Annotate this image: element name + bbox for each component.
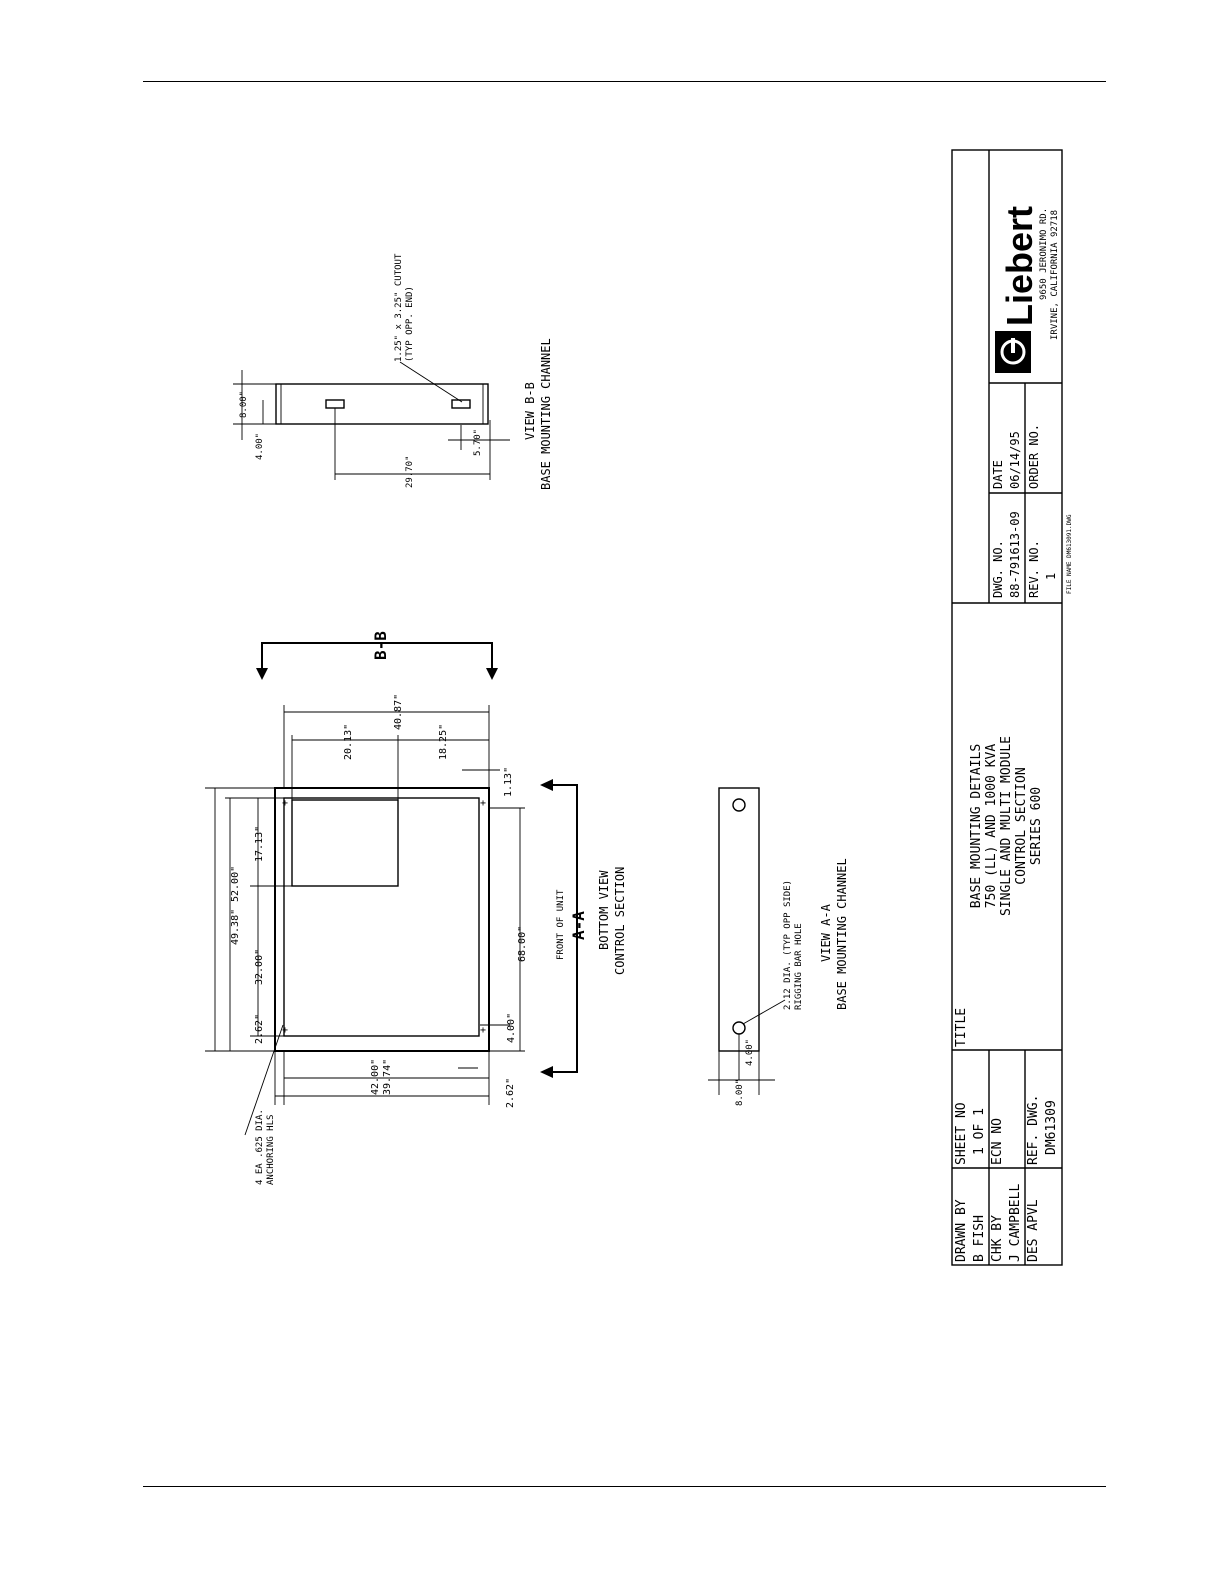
dim-39-74: 39.74" <box>382 1058 393 1095</box>
dim-1-13: 1.13" <box>503 766 514 797</box>
view-bb-caption-1: VIEW B-B <box>523 382 537 440</box>
anchor-hole-mark: + <box>282 798 289 809</box>
view-aa <box>708 788 849 1106</box>
cutout-note-2: (TYP OPP. END) <box>405 286 415 362</box>
company-name: Liebert <box>999 205 1040 326</box>
dim-52: 52.00" <box>230 865 241 902</box>
hole-note-2: RIGGING BAR HOLE <box>794 923 804 1010</box>
des-apvl-label: DES APVL <box>1026 1199 1041 1262</box>
rigging-leader <box>743 1000 785 1024</box>
title-line-5: SERIES 600 <box>1029 786 1044 866</box>
chk-by-value: J CAMPBELL <box>1008 1183 1023 1262</box>
ref-dwg-value: DM61309 <box>1044 1100 1059 1155</box>
rev-no-value: 1 <box>1044 572 1058 580</box>
anchor-hole-mark: + <box>480 1025 487 1036</box>
order-no-label: ORDER NO. <box>1027 423 1041 489</box>
address-line-1: 9650 JERONIMO RD. <box>1039 207 1049 300</box>
cutout-opening <box>292 800 398 886</box>
dwg-no-label: DWG. NO. <box>991 540 1005 598</box>
unit-outline <box>275 788 489 1051</box>
date-value: 06/14/95 <box>1008 431 1022 489</box>
anchor-note-2: ANCHORING HLS <box>266 1114 276 1185</box>
hole-note-1: 2.12 DIA. (TYP OPP SIDE) <box>783 879 793 1010</box>
title-line-1: BASE MOUNTING DETAILS <box>969 743 984 909</box>
file-name: FILE NAME DM613091.DWG <box>1066 514 1073 594</box>
dim-2-62-bottom: 2.62" <box>505 1077 516 1108</box>
aa-dim-4-00: 4.00" <box>745 1038 755 1066</box>
bb-dim-8-00: 8.00" <box>239 390 249 418</box>
dim-42-00: 42.00" <box>370 1058 381 1095</box>
channel-bb-outline <box>276 384 488 424</box>
cutout-leader <box>400 362 462 402</box>
inner-base-outline <box>284 798 479 1036</box>
title-line-4: CONTROL SECTION <box>1014 767 1029 885</box>
bottom-view-caption-2: CONTROL SECTION <box>613 866 627 975</box>
sheet-no-value: 1 OF 1 <box>972 1108 987 1155</box>
cutout-note-1: 1.25" x 3.25" CUTOUT <box>394 253 404 362</box>
title-label: TITLE <box>954 1007 969 1047</box>
rev-no-label: REV. NO. <box>1027 540 1041 598</box>
front-of-unit: FRONT OF UNIT <box>556 889 566 960</box>
anchor-note-1: 4 EA .625 DIA. <box>255 1109 265 1185</box>
cutout-1 <box>326 400 344 408</box>
view-bb <box>233 253 553 490</box>
view-aa-caption-1: VIEW A-A <box>819 904 833 962</box>
dim-68-00: 68.00" <box>517 925 528 962</box>
dim-4-00: 4.00" <box>506 1012 517 1043</box>
rigging-hole-1 <box>733 799 745 811</box>
sheet-no-label: SHEET NO <box>954 1102 969 1165</box>
dim-17-13: 17.13" <box>254 825 265 862</box>
title-line-2: 750 (LL) AND 1000 KVA <box>984 743 999 909</box>
anchor-hole-mark: + <box>282 1025 289 1036</box>
dim-32-00: 32.00" <box>254 948 265 985</box>
bb-dim-4-00: 4.00" <box>255 432 265 460</box>
bb-dim-5-70: 5.70" <box>473 428 483 456</box>
anchor-hole-mark: + <box>480 798 487 809</box>
section-bb-label: B-B <box>371 631 390 660</box>
drawn-by-value: B FISH <box>972 1215 987 1262</box>
date-label: DATE <box>991 460 1005 489</box>
view-bb-caption-2: BASE MOUNTING CHANNEL <box>539 338 553 490</box>
dim-49-38: 49.38" <box>230 908 241 945</box>
aa-dim-8-00: 8.00" <box>735 1078 745 1106</box>
address-line-2: IRVINE, CALIFORNIA 92718 <box>1050 209 1060 340</box>
channel-aa-outline <box>719 788 759 1051</box>
ecn-no-label: ECN NO <box>990 1118 1005 1165</box>
ref-dwg-label: REF. DWG. <box>1026 1094 1041 1165</box>
bottom-view-caption-1: BOTTOM VIEW <box>597 870 611 950</box>
dwg-no-value: 88-791613-09 <box>1008 511 1022 598</box>
title-line-3: SINGLE AND MULTI MODULE <box>999 735 1014 917</box>
bb-dim-29-70: 29.70" <box>405 455 415 488</box>
dim-2-62: 2.62" <box>254 1013 265 1044</box>
dim-18-25: 18.25" <box>438 723 449 760</box>
drawn-by-label: DRAWN BY <box>954 1199 969 1262</box>
chk-by-label: CHK BY <box>990 1215 1005 1262</box>
dim-40-87: 40.87" <box>393 693 404 730</box>
dim-20-13: 20.13" <box>343 723 354 760</box>
view-aa-caption-2: BASE MOUNTING CHANNEL <box>835 858 849 1010</box>
section-aa-label: A-A <box>569 911 588 940</box>
bottom-view <box>205 631 627 1185</box>
liebert-logo <box>995 206 1060 373</box>
title-block <box>952 150 1073 1265</box>
